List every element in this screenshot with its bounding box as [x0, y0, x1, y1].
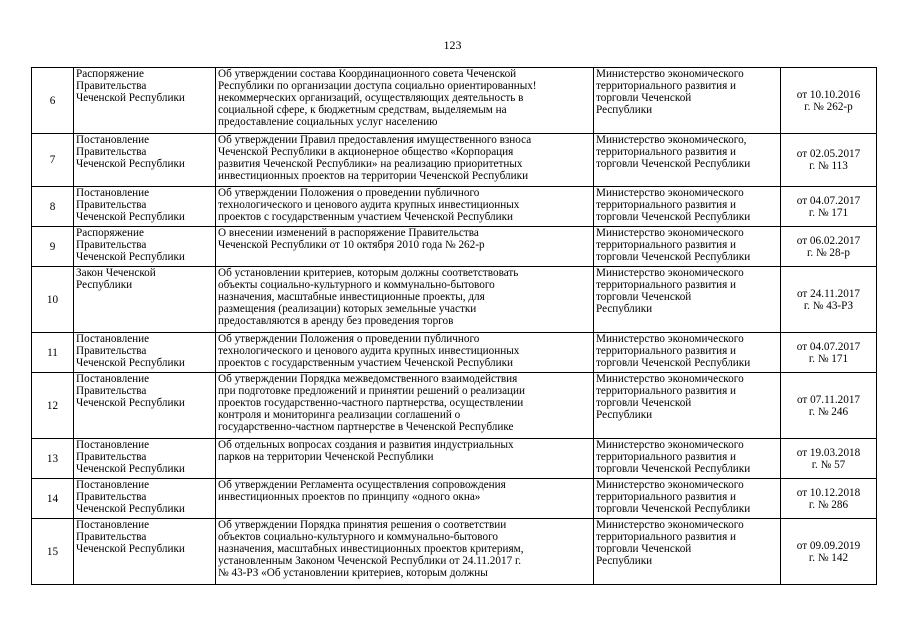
- row-number-text: 6: [49, 94, 56, 107]
- document-date-line: г. № 142: [808, 551, 849, 564]
- document-title-line: социальной сфере, к бюджетным средствам, выделяемым на: [218, 104, 507, 116]
- responsible-ministry-line: территориального развития и: [596, 385, 737, 397]
- document-date-line: от 09.09.2019: [796, 539, 861, 552]
- responsible-ministry: [594, 373, 781, 439]
- document-type: [74, 227, 216, 267]
- document-date: [781, 479, 877, 519]
- document-title-line: Чеченской Республики в акционерное общество «Корпорация: [218, 146, 514, 158]
- responsible-ministry: [594, 227, 781, 267]
- table-row: [32, 519, 877, 585]
- document-title: [216, 519, 594, 585]
- table-row: [32, 134, 877, 187]
- table-row: [32, 68, 877, 134]
- document-title-line: назначения, масштабные инвестиционные проекты, для: [218, 291, 485, 303]
- document-title-line: развития Чеченской Республики» на реализацию приоритетных: [218, 158, 523, 170]
- document-type-line: Чеченской Республики: [76, 543, 185, 555]
- document-title-line: Об утверждении Положения о проведении публичного: [218, 187, 480, 199]
- responsible-ministry: [594, 68, 781, 134]
- responsible-ministry-line: Министерство экономического: [596, 267, 744, 279]
- responsible-ministry-line: Министерство экономического: [596, 187, 744, 199]
- row-number-text: 12: [46, 399, 59, 412]
- document-title-line: Об утверждении состава Координационного совета Чеченской: [218, 68, 517, 80]
- document-type-line: Чеченской Республики: [76, 211, 185, 223]
- responsible-ministry-line: территориального развития и: [596, 146, 737, 158]
- document-date: [781, 519, 877, 585]
- document-title-line: назначения, масштабных инвестиционных проектов критериям,: [218, 543, 524, 555]
- responsible-ministry-line: Министерство экономического: [596, 479, 744, 491]
- document-title-line: Об утверждении Порядка межведомственного взаимодействия: [218, 373, 518, 385]
- document-title-line: Об утверждении Правил предоставления имущественного взноса: [218, 134, 532, 146]
- document-type-line: Правительства: [76, 531, 147, 543]
- document-date-line: от 07.11.2017: [796, 393, 861, 406]
- table-body: [32, 68, 877, 585]
- document-type: [74, 479, 216, 519]
- document-type-line: Постановление: [76, 134, 150, 146]
- document-date-line: от 10.10.2016: [796, 88, 861, 101]
- document-title-line: предоставление социальных услуг населению: [218, 116, 438, 128]
- document-title: [216, 333, 594, 373]
- document-type-line: Республики: [76, 279, 133, 291]
- table-row: [32, 267, 877, 333]
- page-number: 123: [443, 38, 462, 52]
- document-title-line: размещения (реализации) которых земельные участки: [218, 303, 477, 315]
- document-date-line: от 02.05.2017: [796, 148, 861, 160]
- row-number-text: 15: [46, 545, 59, 558]
- document-type-line: Постановление: [76, 373, 150, 385]
- responsible-ministry-line: Министерство экономического: [596, 68, 744, 80]
- responsible-ministry: [594, 519, 781, 585]
- document-title: [216, 267, 594, 333]
- document-title-line: Об установлении критериев, которым должны соответствовать: [218, 267, 519, 279]
- document-date-line: от 19.03.2018: [796, 446, 861, 459]
- table-row: [32, 187, 877, 227]
- document-date: [781, 68, 877, 134]
- table-row: [32, 479, 877, 519]
- responsible-ministry-line: территориального развития и: [596, 239, 737, 251]
- row-number-text: 14: [46, 492, 59, 505]
- document-title-line: Чеченской Республики от 10 октября 2010 года № 262-р: [218, 239, 485, 251]
- responsible-ministry: [594, 134, 781, 187]
- responsible-ministry-line: территориального развития и: [596, 531, 737, 543]
- document-type-line: Постановление: [76, 479, 150, 491]
- document-date-line: г. № 262-р: [804, 100, 853, 113]
- row-number: [32, 333, 74, 373]
- document-title: [216, 439, 594, 479]
- row-number: [32, 187, 74, 227]
- document-type: [74, 187, 216, 227]
- responsible-ministry-line: Министерство экономического: [596, 227, 744, 239]
- document-type-line: Чеченской Республики: [76, 463, 185, 475]
- document-type: [74, 68, 216, 134]
- responsible-ministry-line: торговли Чеченской: [596, 92, 692, 104]
- document-title-line: № 43-РЗ «Об установлении критериев, которым должны: [218, 567, 488, 579]
- responsible-ministry-line: Министерство экономического: [596, 373, 744, 385]
- document-type-line: Постановление: [76, 519, 150, 531]
- row-number-text: 13: [46, 452, 59, 465]
- document-title: [216, 227, 594, 267]
- document-type: [74, 373, 216, 439]
- document-type-line: Чеченской Республики: [76, 92, 185, 104]
- document-type-line: Правительства: [76, 199, 147, 211]
- responsible-ministry: [594, 187, 781, 227]
- document-type: [74, 439, 216, 479]
- document-title: [216, 373, 594, 439]
- document-type-line: Распоряжение: [76, 68, 144, 80]
- document-date-line: г. № 171: [808, 206, 849, 219]
- document-title-line: Об утверждении Порядка принятия решения о соответствии: [218, 519, 507, 531]
- document-date-line: г. № 28-р: [807, 246, 850, 259]
- table-row: [32, 227, 877, 267]
- document-date-line: от 10.12.2018: [796, 486, 861, 499]
- responsible-ministry-line: Министерство экономического,: [596, 134, 747, 146]
- responsible-ministry-line: торговли Чеченской Республики: [596, 158, 751, 170]
- document-title: [216, 479, 594, 519]
- responsible-ministry-line: территориального развития и: [596, 451, 737, 463]
- document-title-line: некоммерческих организаций, осуществляющих деятельность в: [218, 92, 524, 104]
- document-title-line: инвестиционных проектов по принципу «одного окна»: [218, 491, 481, 503]
- document-type-line: Чеченской Республики: [76, 397, 185, 409]
- document-type-line: Постановление: [76, 439, 150, 451]
- document-type-line: Правительства: [76, 80, 147, 92]
- row-number: [32, 227, 74, 267]
- document-date: [781, 134, 877, 187]
- document-date-line: г. № 43-РЗ: [803, 299, 854, 312]
- document-title-line: проектов с государственным участием Чеченской Республики: [218, 357, 514, 369]
- document-date-line: от 04.07.2017: [796, 340, 861, 353]
- document-date-line: от 06.02.2017: [796, 234, 861, 247]
- document-type-line: Постановление: [76, 333, 150, 345]
- responsible-ministry-line: Республики: [596, 555, 653, 567]
- table-row: [32, 373, 877, 439]
- document-date: [781, 227, 877, 267]
- document-type-line: Распоряжение: [76, 227, 144, 239]
- responsible-ministry-line: Республики: [596, 409, 653, 421]
- document-title-line: объектов социально-культурного и коммунально-бытового: [218, 531, 498, 543]
- document-type-line: Правительства: [76, 239, 147, 251]
- document-type-line: Правительства: [76, 491, 147, 503]
- responsible-ministry-line: Республики: [596, 104, 653, 116]
- documents-table: [31, 67, 877, 585]
- document-date-line: г. № 57: [811, 458, 846, 471]
- table-row: [32, 439, 877, 479]
- document-date: [781, 187, 877, 227]
- document-title: [216, 134, 594, 187]
- document-title-line: проектов с государственным участием Чеченской Республики: [218, 211, 514, 223]
- document-title-line: Республики по организации доступа социально ориентированных!: [218, 80, 537, 92]
- responsible-ministry-line: торговли Чеченской Республики: [596, 357, 751, 369]
- document-type: [74, 519, 216, 585]
- row-number-text: 9: [49, 240, 56, 253]
- document-date: [781, 333, 877, 373]
- document-title-line: О внесении изменений в распоряжение Правительства: [218, 227, 479, 239]
- row-number: [32, 519, 74, 585]
- document-type-line: Чеченской Республики: [76, 503, 185, 515]
- document-title-line: проектов государственно-частного партнерства, осуществлении: [218, 397, 524, 409]
- document-type-line: Чеченской Республики: [76, 158, 185, 170]
- responsible-ministry-line: Республики: [596, 303, 653, 315]
- document-title-line: объекты социально-культурного и коммунально-бытового: [218, 279, 495, 291]
- document-type-line: Правительства: [76, 385, 147, 397]
- responsible-ministry: [594, 479, 781, 519]
- responsible-ministry-line: торговли Чеченской Республики: [596, 503, 751, 515]
- responsible-ministry-line: Министерство экономического: [596, 439, 744, 451]
- row-number-text: 11: [47, 346, 58, 359]
- document-title: [216, 68, 594, 134]
- document-title-line: технологического и ценового аудита крупных инвестиционных: [218, 345, 520, 357]
- document-type-line: Чеченской Республики: [76, 357, 185, 369]
- responsible-ministry-line: Министерство экономического: [596, 333, 744, 345]
- document-type-line: Правительства: [76, 345, 147, 357]
- document-title-line: технологического и ценового аудита крупных инвестиционных: [218, 199, 520, 211]
- document-date-line: г. № 246: [808, 405, 849, 418]
- responsible-ministry: [594, 267, 781, 333]
- row-number: [32, 439, 74, 479]
- document-type-line: Постановление: [76, 187, 150, 199]
- document-type-line: Чеченской Республики: [76, 251, 185, 263]
- document-type: [74, 267, 216, 333]
- document-type: [74, 134, 216, 187]
- responsible-ministry-line: торговли Чеченской Республики: [596, 463, 751, 475]
- document-date-line: от 04.07.2017: [796, 194, 861, 207]
- responsible-ministry-line: торговли Чеченской Республики: [596, 251, 751, 263]
- document-date-line: г. № 171: [808, 352, 849, 365]
- row-number: [32, 479, 74, 519]
- responsible-ministry: [594, 439, 781, 479]
- document-date: [781, 267, 877, 333]
- document-title-line: государственно-частном партнерстве в Чеченской Республике: [218, 421, 514, 433]
- document-title-line: Об утверждении Положения о проведении публичного: [218, 333, 480, 345]
- responsible-ministry-line: торговли Чеченской: [596, 543, 692, 555]
- document-title-line: предоставляются в аренду без проведения торгов: [218, 315, 454, 327]
- table-row: [32, 333, 877, 373]
- responsible-ministry-line: территориального развития и: [596, 80, 737, 92]
- row-number: [32, 68, 74, 134]
- responsible-ministry-line: территориального развития и: [596, 279, 737, 291]
- responsible-ministry-line: территориального развития и: [596, 345, 737, 357]
- row-number: [32, 267, 74, 333]
- document-title-line: при подготовке предложений и принятии решений о реализации: [218, 385, 526, 397]
- responsible-ministry-line: Министерство экономического: [596, 519, 744, 531]
- responsible-ministry: [594, 333, 781, 373]
- document-title-line: установленным Законом Чеченской Республики от 24.11.2017 г.: [218, 555, 522, 567]
- row-number: [32, 134, 74, 187]
- responsible-ministry-line: территориального развития и: [596, 199, 737, 211]
- document-date-line: г. № 286: [808, 498, 849, 511]
- row-number-text: 7: [49, 154, 56, 166]
- document-date-line: от 24.11.2017: [796, 287, 861, 300]
- responsible-ministry-line: торговли Чеченской: [596, 291, 692, 303]
- document-title-line: Об отдельных вопросах создания и развития индустриальных: [218, 439, 514, 451]
- document-type-line: Закон Чеченской: [76, 267, 156, 279]
- document-type-line: Правительства: [76, 451, 147, 463]
- responsible-ministry-line: торговли Чеченской Республики: [596, 211, 751, 223]
- responsible-ministry-line: территориального развития и: [596, 491, 737, 503]
- document-title-line: Об утверждении Регламента осуществления сопровождения: [218, 479, 506, 491]
- document-title-line: инвестиционных проектов на территории Чеченской Республики: [218, 170, 529, 182]
- document-date-line: г. № 113: [809, 160, 848, 172]
- document-date: [781, 373, 877, 439]
- document-title-line: парков на территории Чеченской Республики: [218, 451, 434, 463]
- row-number-text: 10: [46, 293, 59, 306]
- document-title-line: контроля и мониторинга реализации соглашений о: [218, 409, 461, 421]
- document-type-line: Правительства: [76, 146, 147, 158]
- row-number: [32, 373, 74, 439]
- responsible-ministry-line: торговли Чеченской: [596, 397, 692, 409]
- document-title: [216, 187, 594, 227]
- row-number-text: 8: [49, 200, 56, 213]
- document-type: [74, 333, 216, 373]
- document-date: [781, 439, 877, 479]
